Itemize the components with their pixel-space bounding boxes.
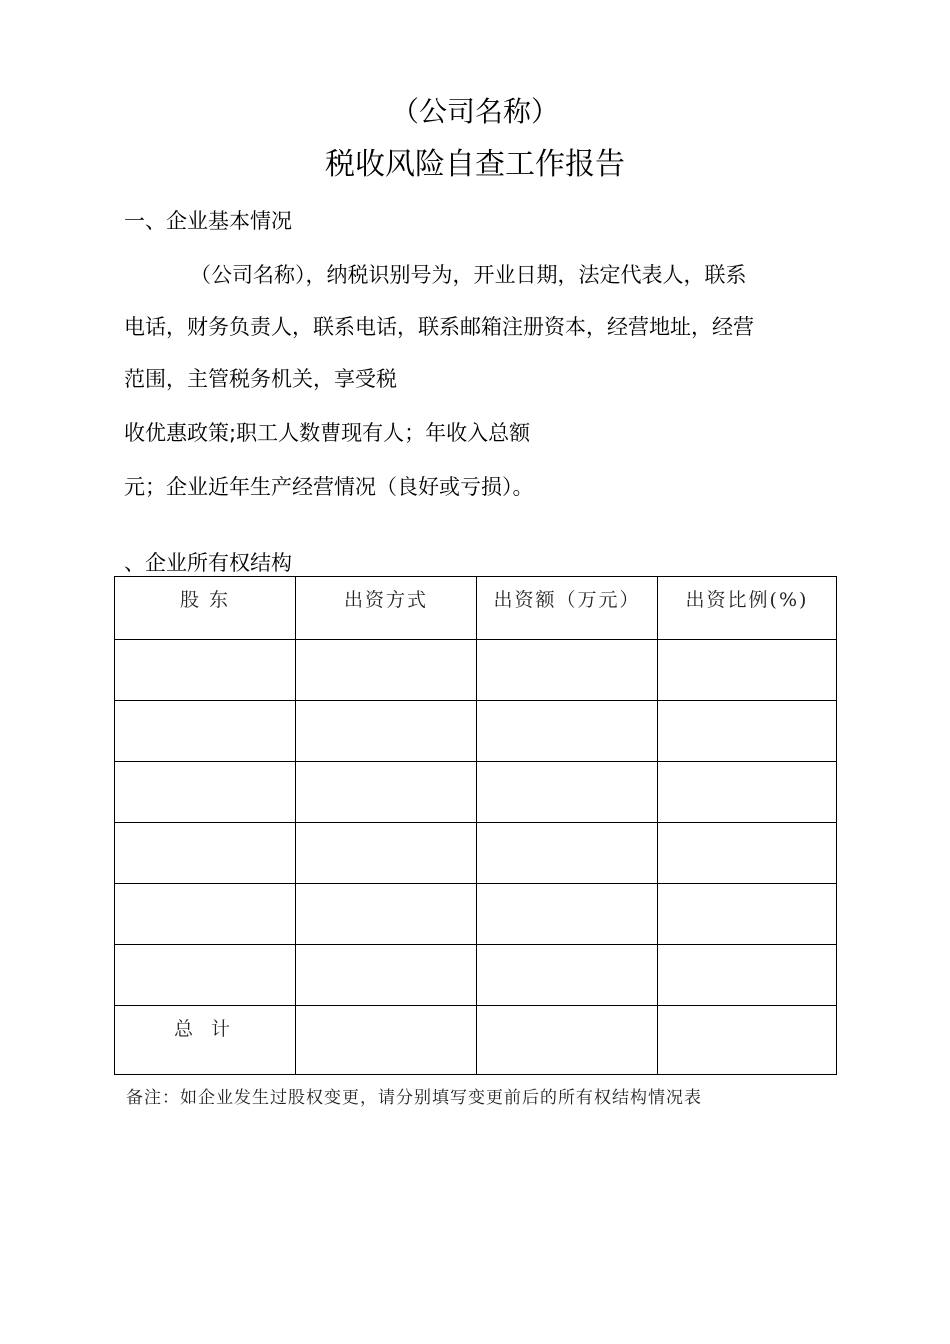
table-cell[interactable]	[658, 1006, 837, 1075]
table-cell[interactable]	[477, 884, 658, 945]
table-cell[interactable]	[477, 823, 658, 884]
table-row	[115, 762, 837, 823]
table-header-row	[115, 577, 837, 640]
header-contribution-amount: 出资额（万元）	[477, 577, 658, 640]
table-cell[interactable]	[115, 823, 296, 884]
table-row	[115, 640, 837, 701]
table-cell[interactable]	[115, 640, 296, 701]
section-heading-basic-info: 一、企业基本情况	[124, 209, 292, 233]
header-contribution-ratio: 出资比例(%)	[658, 577, 837, 640]
ownership-table	[114, 576, 837, 1075]
table-cell[interactable]	[115, 945, 296, 1006]
report-title: 税收风险自查工作报告	[325, 147, 625, 182]
table-row	[115, 823, 837, 884]
basic-info-line-5: 元；企业近年生产经营情况（良好或亏损）。	[124, 475, 534, 499]
table-cell[interactable]	[115, 884, 296, 945]
table-cell[interactable]	[658, 701, 837, 762]
table-cell[interactable]	[658, 884, 837, 945]
table-cell[interactable]	[658, 762, 837, 823]
table-row	[115, 884, 837, 945]
table-cell[interactable]	[296, 762, 477, 823]
table-footnote: 备注：如企业发生过股权变更，请分别填写变更前后的所有权结构情况表	[126, 1088, 702, 1108]
table-cell[interactable]	[296, 1006, 477, 1075]
table-cell[interactable]	[477, 762, 658, 823]
basic-info-line-2: 电话，财务负责人，联系电话，联系邮箱注册资本，经营地址，经营	[124, 315, 754, 339]
basic-info-line-3: 范围，主管税务机关，享受税	[124, 367, 397, 391]
table-cell[interactable]	[477, 945, 658, 1006]
section-heading-ownership: 、企业所有权结构	[124, 551, 292, 575]
company-name-title: （公司名称）	[390, 95, 559, 128]
table-cell[interactable]	[115, 701, 296, 762]
header-shareholder: 股 东	[115, 577, 296, 640]
table-cell[interactable]	[115, 762, 296, 823]
basic-info-line-1: （公司名称），纳税识别号为，开业日期，法定代表人，联系	[190, 263, 747, 287]
table-cell[interactable]	[658, 823, 837, 884]
table-cell[interactable]	[477, 640, 658, 701]
total-label: 总 计	[115, 1006, 296, 1075]
table-total-row	[115, 1006, 837, 1075]
table-cell[interactable]	[296, 701, 477, 762]
table-cell[interactable]	[477, 1006, 658, 1075]
table-cell[interactable]	[658, 945, 837, 1006]
table-cell[interactable]	[477, 701, 658, 762]
table-cell[interactable]	[296, 640, 477, 701]
basic-info-line-4: 收优惠政策;职工人数曹现有人；年收入总额	[124, 421, 531, 445]
table-row	[115, 945, 837, 1006]
table-cell[interactable]	[658, 640, 837, 701]
table-cell[interactable]	[296, 884, 477, 945]
table-row	[115, 701, 837, 762]
table-cell[interactable]	[296, 945, 477, 1006]
header-contribution-method: 出资方式	[296, 577, 477, 640]
table-cell[interactable]	[296, 823, 477, 884]
